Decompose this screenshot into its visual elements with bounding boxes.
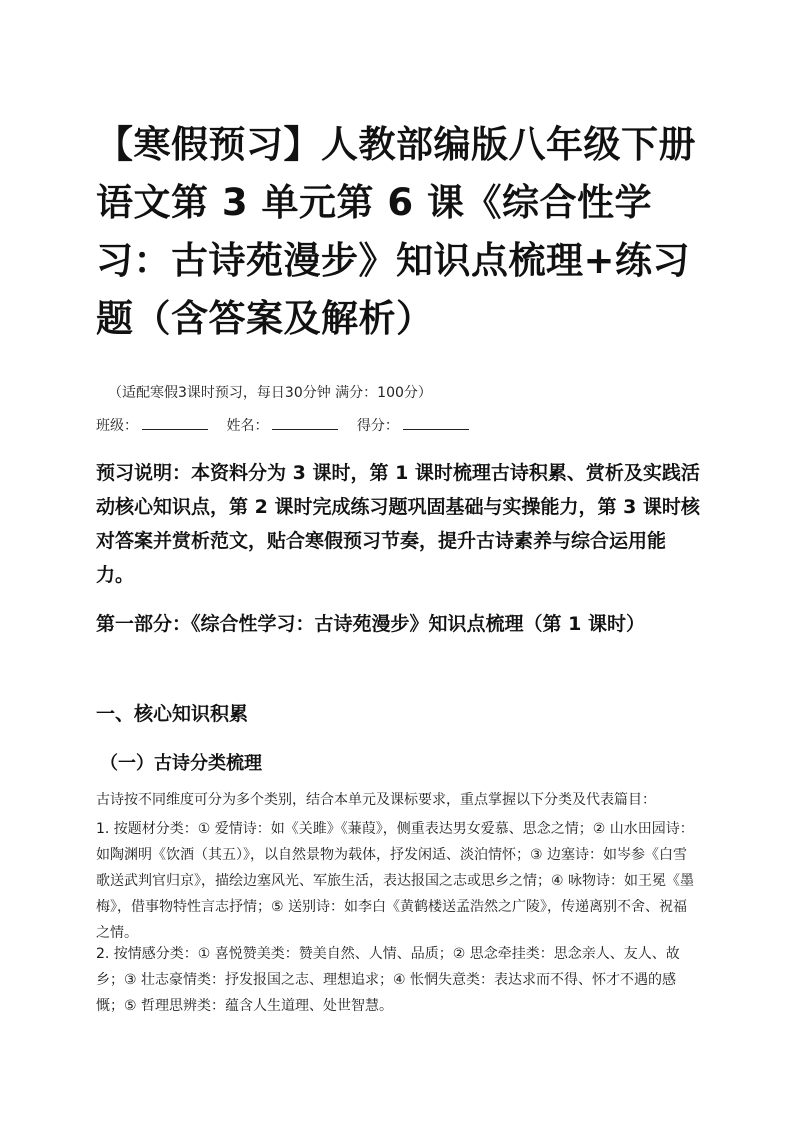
heading-poem-classification: （一）古诗分类梳理 <box>100 753 262 774</box>
class-blank <box>142 417 208 430</box>
student-info-fields <box>96 415 483 435</box>
paragraph-by-theme: 1. 按题材分类：① 爱情诗：如《关雎》《蒹葭》，侧重表达男女爱慕、思念之情；② 山水田园诗：如陶渊明《饮酒（其五）》，以自然景物为载体，抒发闲适、淡泊情怀；③ 边塞诗：如岑参《白雪歌送武判官归京》，描绘边塞风光、军旅生活，表达报国之志或思乡之情；④ 咏物诗：如王冕《墨梅》，借事物特性言志抒情；⑤ 送别诗：如李白《黄鹤楼送孟浩然之广陵》，传递离别不舍、祝福之情。 <box>96 821 694 941</box>
document-title: 【寒假预习】人教部编版八年级下册语文第 3 单元第 6 课《综合性学习：古诗苑漫步》知识点梳理+练习题（含答案及解析） <box>96 123 696 340</box>
name-blank <box>272 417 338 430</box>
usage-note: （适配寒假3课时预习，每日30分钟 满分：100分） <box>108 385 432 401</box>
score-blank <box>403 417 469 430</box>
class-label: 班级： <box>96 418 138 434</box>
section-title: 第一部分：《综合性学习：古诗苑漫步》知识点梳理（第 1 课时） <box>96 613 645 635</box>
paragraph-intro: 古诗按不同维度可分为多个类别，结合本单元及课标要求，重点掌握以下分类及代表篇目： <box>96 792 656 808</box>
paragraph-by-emotion: 2. 按情感分类：① 喜悦赞美类：赞美自然、人情、品质；② 思念牵挂类：思念亲人、友人、故乡；③ 壮志豪情类：抒发报国之志、理想追求；④ 怅惘失意类：表达求而不得、怀才不遇的感慨；⑤ 哲理思辨类：蕴含人生道理、处世智慧。 <box>96 946 680 1014</box>
name-label: 姓名： <box>226 418 269 434</box>
heading-core-knowledge: 一、核心知识积累 <box>96 703 249 725</box>
score-label: 得分： <box>356 418 399 434</box>
preview-instructions: 预习说明：本资料分为 3 课时，第 1 课时梳理古诗积累、赏析及实践活动核心知识点，第 2 课时完成练习题巩固基础与实操能力，第 3 课时核对答案并赏析范文，贴合寒假预习节奏，提升古诗素养与综合运用能力。 <box>96 462 700 586</box>
